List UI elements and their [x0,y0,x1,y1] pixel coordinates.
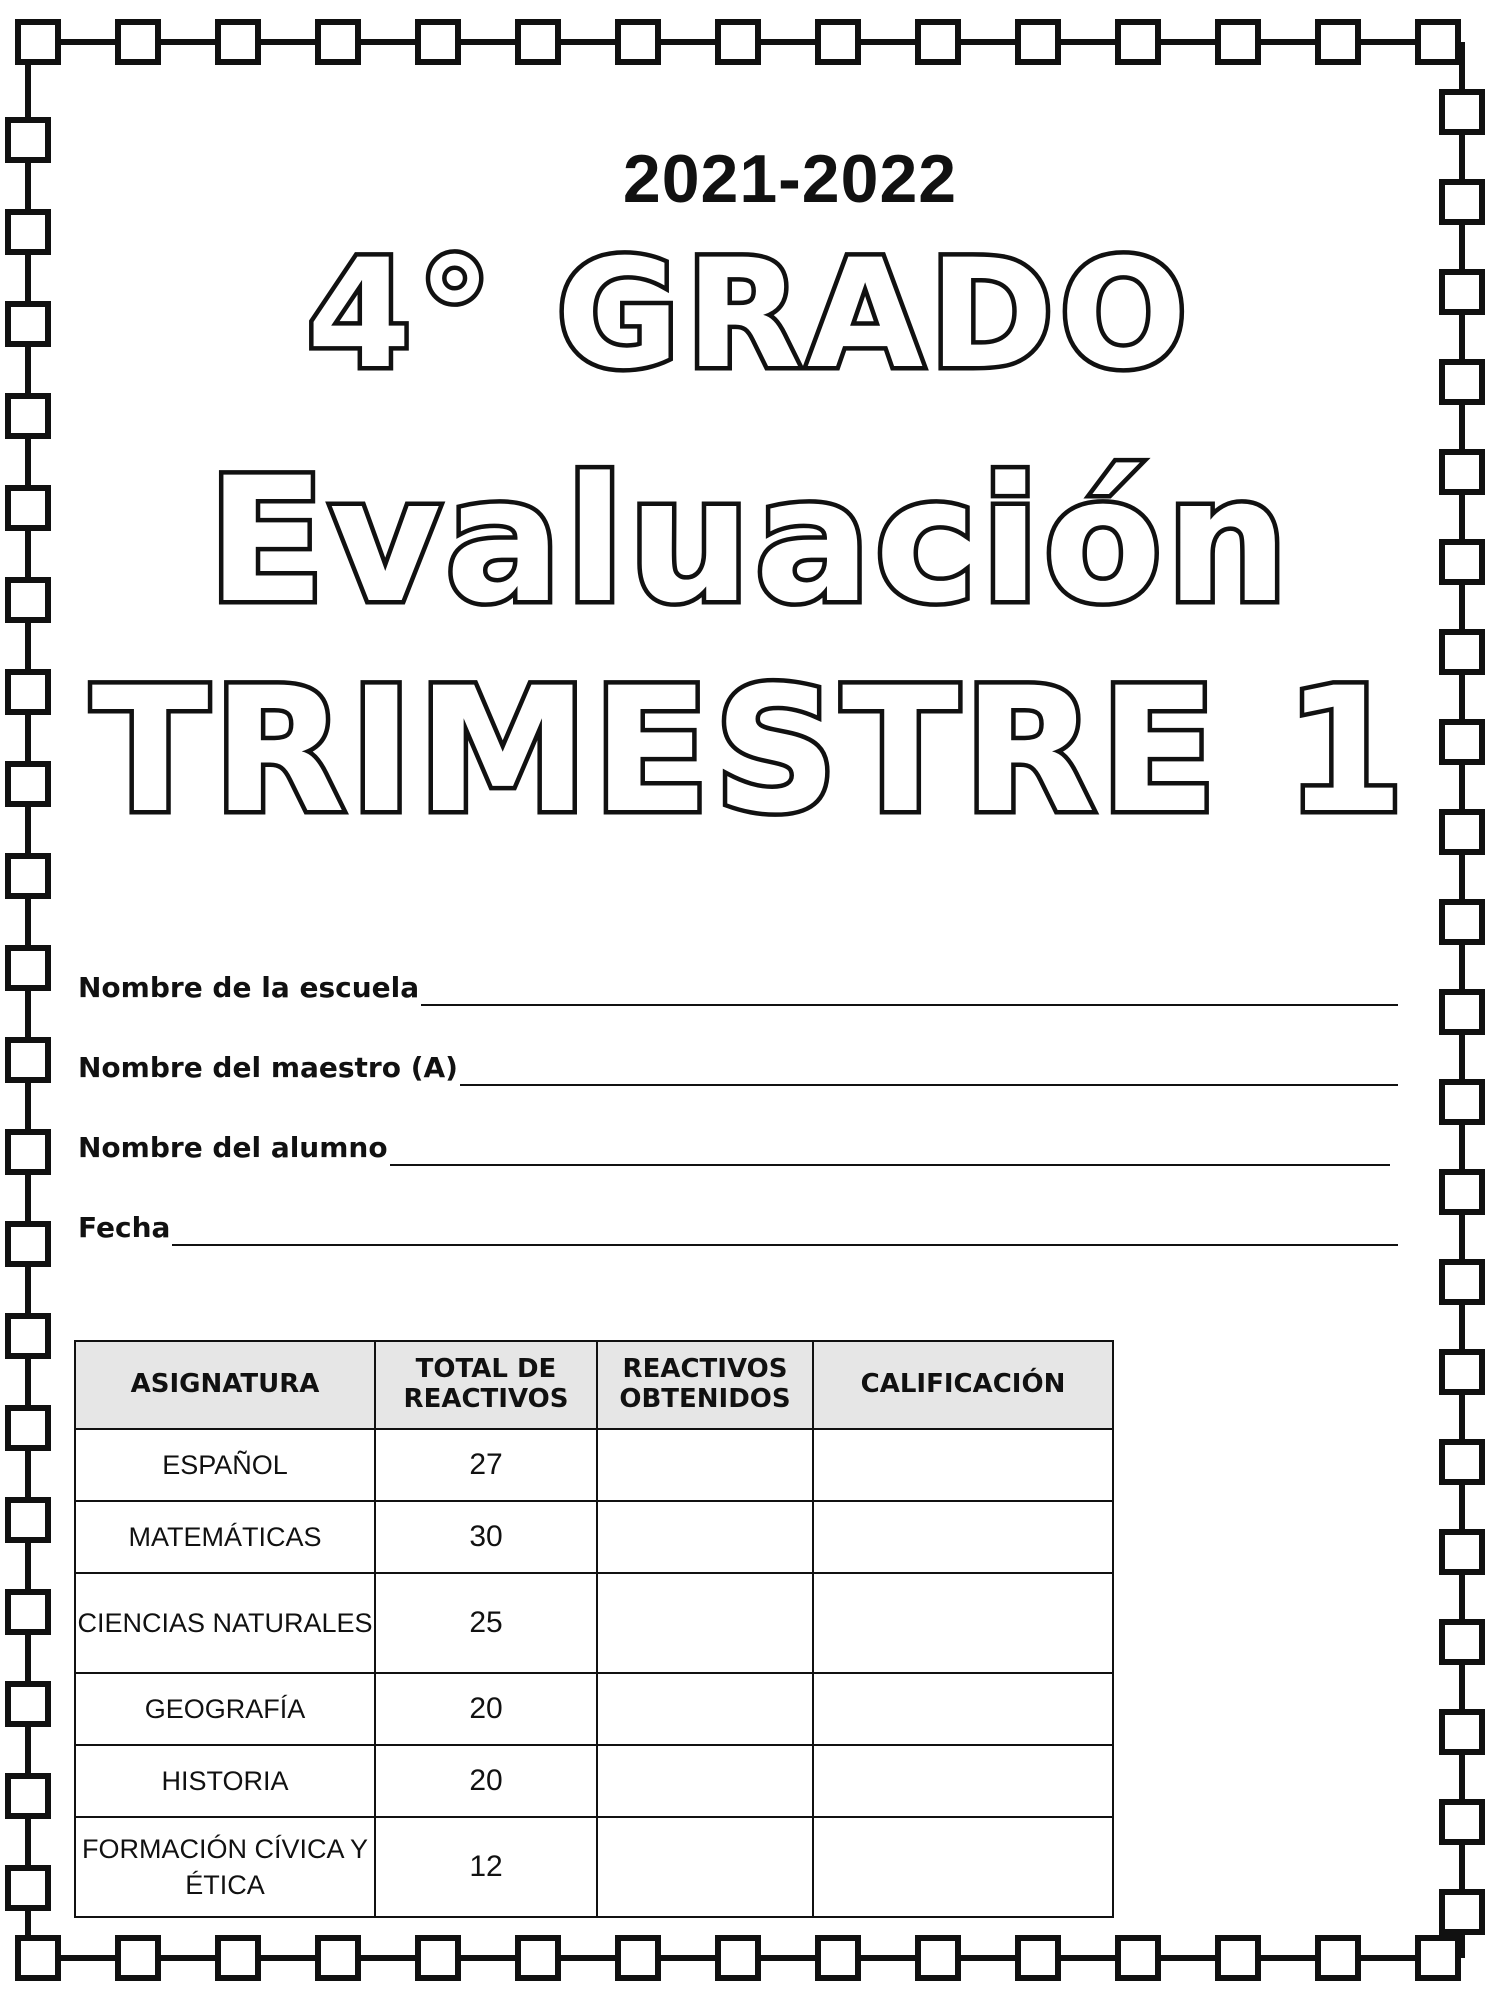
chain-box [8,1684,48,1724]
total-cell: 25 [375,1573,597,1673]
chain-box [1418,1938,1458,1978]
chain-box [118,22,158,62]
chain-box [518,1938,558,1978]
chain-box [1442,1352,1482,1392]
chain-box [1442,632,1482,672]
chain-box [718,22,758,62]
chain-box [218,1938,258,1978]
chain-box [8,1040,48,1080]
total-cell: 30 [375,1501,597,1573]
grade-cell[interactable] [813,1745,1113,1817]
chain-box [418,1938,458,1978]
header-subject: ASIGNATURA [75,1341,375,1429]
header-total: TOTAL DE REACTIVOS [375,1341,597,1429]
chain-box [1442,362,1482,402]
chain-box [1442,1082,1482,1122]
chain-box [218,22,258,62]
chain-box [618,22,658,62]
chain-box [8,856,48,896]
chain-box [1218,22,1258,62]
obtained-cell[interactable] [597,1673,813,1745]
grades-table [74,1340,1114,1918]
chain-box [1442,272,1482,312]
chain-box [1318,22,1358,62]
table-row [75,1673,1113,1745]
table-row [75,1573,1113,1673]
header-grade: CALIFICACIÓN [813,1341,1113,1429]
school-name-label: Nombre de la escuela [78,971,420,1004]
table-row [75,1745,1113,1817]
grade-title: 4° GRADO [306,228,1194,402]
chain-box [1442,1622,1482,1662]
school-name-line[interactable] [421,974,1398,1006]
chain-box [8,1316,48,1356]
chain-box [1442,812,1482,852]
table-row [75,1817,1113,1917]
chain-box [1442,902,1482,942]
obtained-cell[interactable] [597,1573,813,1673]
chain-box [518,22,558,62]
student-name-field[interactable] [78,1120,1390,1166]
grade-cell[interactable] [813,1673,1113,1745]
chain-box [1442,1532,1482,1572]
table-header-row [75,1341,1113,1429]
header-obtained: REACTIVOS OBTENIDOS [597,1341,813,1429]
chain-box [718,1938,758,1978]
chain-box [1442,92,1482,132]
teacher-name-label: Nombre del maestro (A) [78,1051,458,1084]
total-cell: 20 [375,1673,597,1745]
chain-box [8,948,48,988]
chain-box [1442,1172,1482,1212]
chain-box [8,1592,48,1632]
chain-box [1118,1938,1158,1978]
total-cell: 27 [375,1429,597,1501]
student-name-label: Nombre del alumno [78,1131,388,1164]
chain-box [18,22,58,62]
teacher-name-field[interactable] [78,1040,1398,1086]
chain-box [8,212,48,252]
chain-box [1442,1442,1482,1482]
subject-cell: CIENCIAS NATURALES [75,1573,375,1673]
obtained-cell[interactable] [597,1501,813,1573]
chain-box [118,1938,158,1978]
chain-box [1442,1892,1482,1932]
chain-box [8,396,48,436]
grade-cell[interactable] [813,1429,1113,1501]
chain-box [8,672,48,712]
trimester-title: TRIMESTRE 1 [91,650,1409,851]
chain-box [1118,22,1158,62]
table-row [75,1501,1113,1573]
teacher-name-line[interactable] [460,1054,1398,1086]
obtained-cell[interactable] [597,1817,813,1917]
chain-box [918,1938,958,1978]
chain-box [1442,1802,1482,1842]
subject-cell: MATEMÁTICAS [75,1501,375,1573]
date-label: Fecha [78,1211,171,1244]
chain-box [1442,722,1482,762]
chain-box [418,22,458,62]
subject-cell: ESPAÑOL [75,1429,375,1501]
chain-box [8,580,48,620]
student-name-line[interactable] [390,1134,1390,1166]
chain-box [1442,542,1482,582]
chain-box [8,488,48,528]
obtained-cell[interactable] [597,1745,813,1817]
chain-box [8,1224,48,1264]
chain-box [8,304,48,344]
chain-box [318,1938,358,1978]
chain-box [818,22,858,62]
chain-box [1018,1938,1058,1978]
total-cell: 12 [375,1817,597,1917]
evaluation-title: Evaluación [207,440,1293,641]
chain-box [918,22,958,62]
chain-box [8,1776,48,1816]
chain-box [1442,1712,1482,1752]
chain-box [8,1500,48,1540]
subject-cell: FORMACIÓN CÍVICA Y ÉTICA [75,1817,375,1917]
grade-cell[interactable] [813,1817,1113,1917]
chain-box [1442,992,1482,1032]
total-cell: 20 [375,1745,597,1817]
chain-box [1018,22,1058,62]
subject-cell: HISTORIA [75,1745,375,1817]
chain-box [618,1938,658,1978]
chain-box [1442,1262,1482,1302]
obtained-cell[interactable] [597,1429,813,1501]
school-name-field[interactable] [78,960,1398,1006]
grade-cell[interactable] [813,1573,1113,1673]
chain-box [8,1868,48,1908]
chain-box [1442,452,1482,492]
chain-box [18,1938,58,1978]
table-row [75,1429,1113,1501]
school-year: 2021-2022 [622,141,958,217]
chain-box [318,22,358,62]
date-line[interactable] [172,1214,1398,1246]
chain-box [8,1408,48,1448]
date-field[interactable] [78,1200,1398,1246]
subject-cell: GEOGRAFÍA [75,1673,375,1745]
chain-box [8,764,48,804]
grade-cell[interactable] [813,1501,1113,1573]
chain-box [1218,1938,1258,1978]
chain-box [1418,22,1458,62]
chain-box [8,1132,48,1172]
chain-box [1318,1938,1358,1978]
chain-box [818,1938,858,1978]
